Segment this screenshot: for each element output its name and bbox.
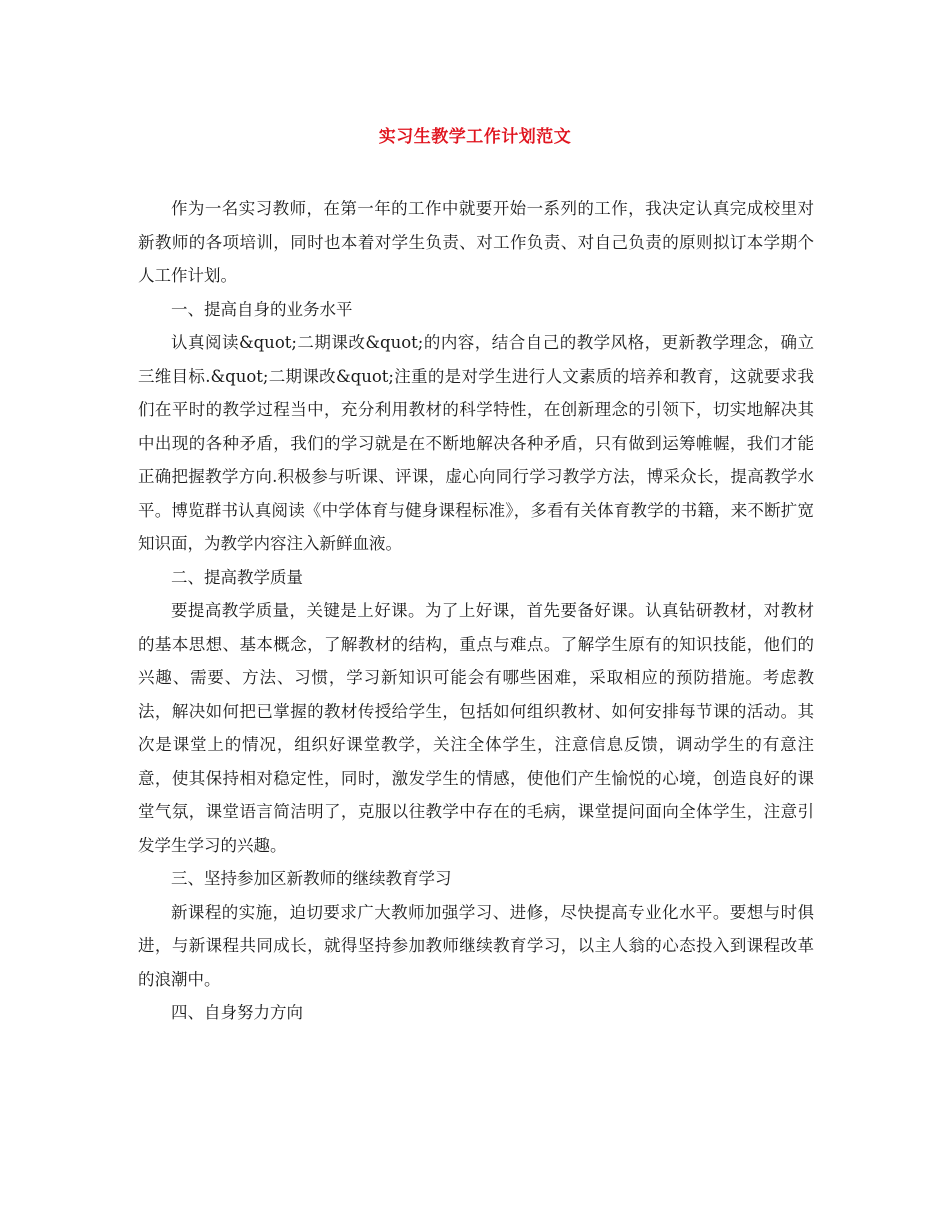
section-heading-3: 三、坚持参加区新教师的继续教育学习 <box>171 869 452 888</box>
section-paragraph-2: 要提高教学质量，关键是上好课。为了上好课，首先要备好课。认真钻研教材，对教材的基本思想、基本概念，了解教材的结构，重点与难点。了解学生原有的知识技能，他们的兴趣、需要、方法、习惯，学习新知识可能会有哪些困难，采取相应的预防措施。考虑教法，解决如何把已掌握的教材传授给学生，包括如何组织教材、如何安排每节课的活动。其次是课堂上的情况，组织好课堂教学，关注全体学生，注意信息反馈，调动学生的有意注意，使其保持相对稳定性，同时，激发学生的情感，使他们产生愉悦的心境，创造良好的课堂气氛，课堂语言简洁明了，克服以往教学中存在的毛病，课堂提问面向全体学生，注意引发学生学习的兴趣。 <box>138 601 814 855</box>
section-paragraph-1: 认真阅读&quot;二期课改&quot;的内容，结合自己的教学风格，更新教学理念，确立三维目标.&quot;二期课改&quot;注重的是对学生进行人文素质的培养和教育，这就要求我们在平时的教学过程当中，充分利用教材的科学特性，在创新理念的引领下，切实地解决其中出现的各种矛盾，我们的学习就是在不断地解决各种矛盾，只有做到运筹帷幄，我们才能正确把握教学方向.积极参与听课、评课，虚心向同行学习教学方法，博采众长，提高教学水平。博览群书认真阅读《中学体育与健身课程标准》，多看有关体育教学的书籍，来不断扩宽知识面，为教学内容注入新鲜血液。 <box>138 333 814 553</box>
section-paragraph-3: 新课程的实施，迫切要求广大教师加强学习、进修，尽快提高专业化水平。要想与时俱进，与新课程共同成长，就得坚持参加教师继续教育学习，以主人翁的心态投入到课程改革的浪潮中。 <box>138 902 814 989</box>
document-title: 实习生教学工作计划范文 <box>378 127 572 147</box>
document-body <box>138 192 814 1030</box>
section-heading-4: 四、自身努力方向 <box>171 1003 303 1022</box>
section-heading-2: 二、提高教学质量 <box>171 567 303 587</box>
section-heading-1: 一、提高自身的业务水平 <box>171 299 353 319</box>
intro-paragraph: 作为一名实习教师，在第一年的工作中就要开始一系列的工作，我决定认真完成校里对新教师的各项培训，同时也本着对学生负责、对工作负责、对自己负责的原则拟订本学期个人工作计划。 <box>138 199 814 285</box>
